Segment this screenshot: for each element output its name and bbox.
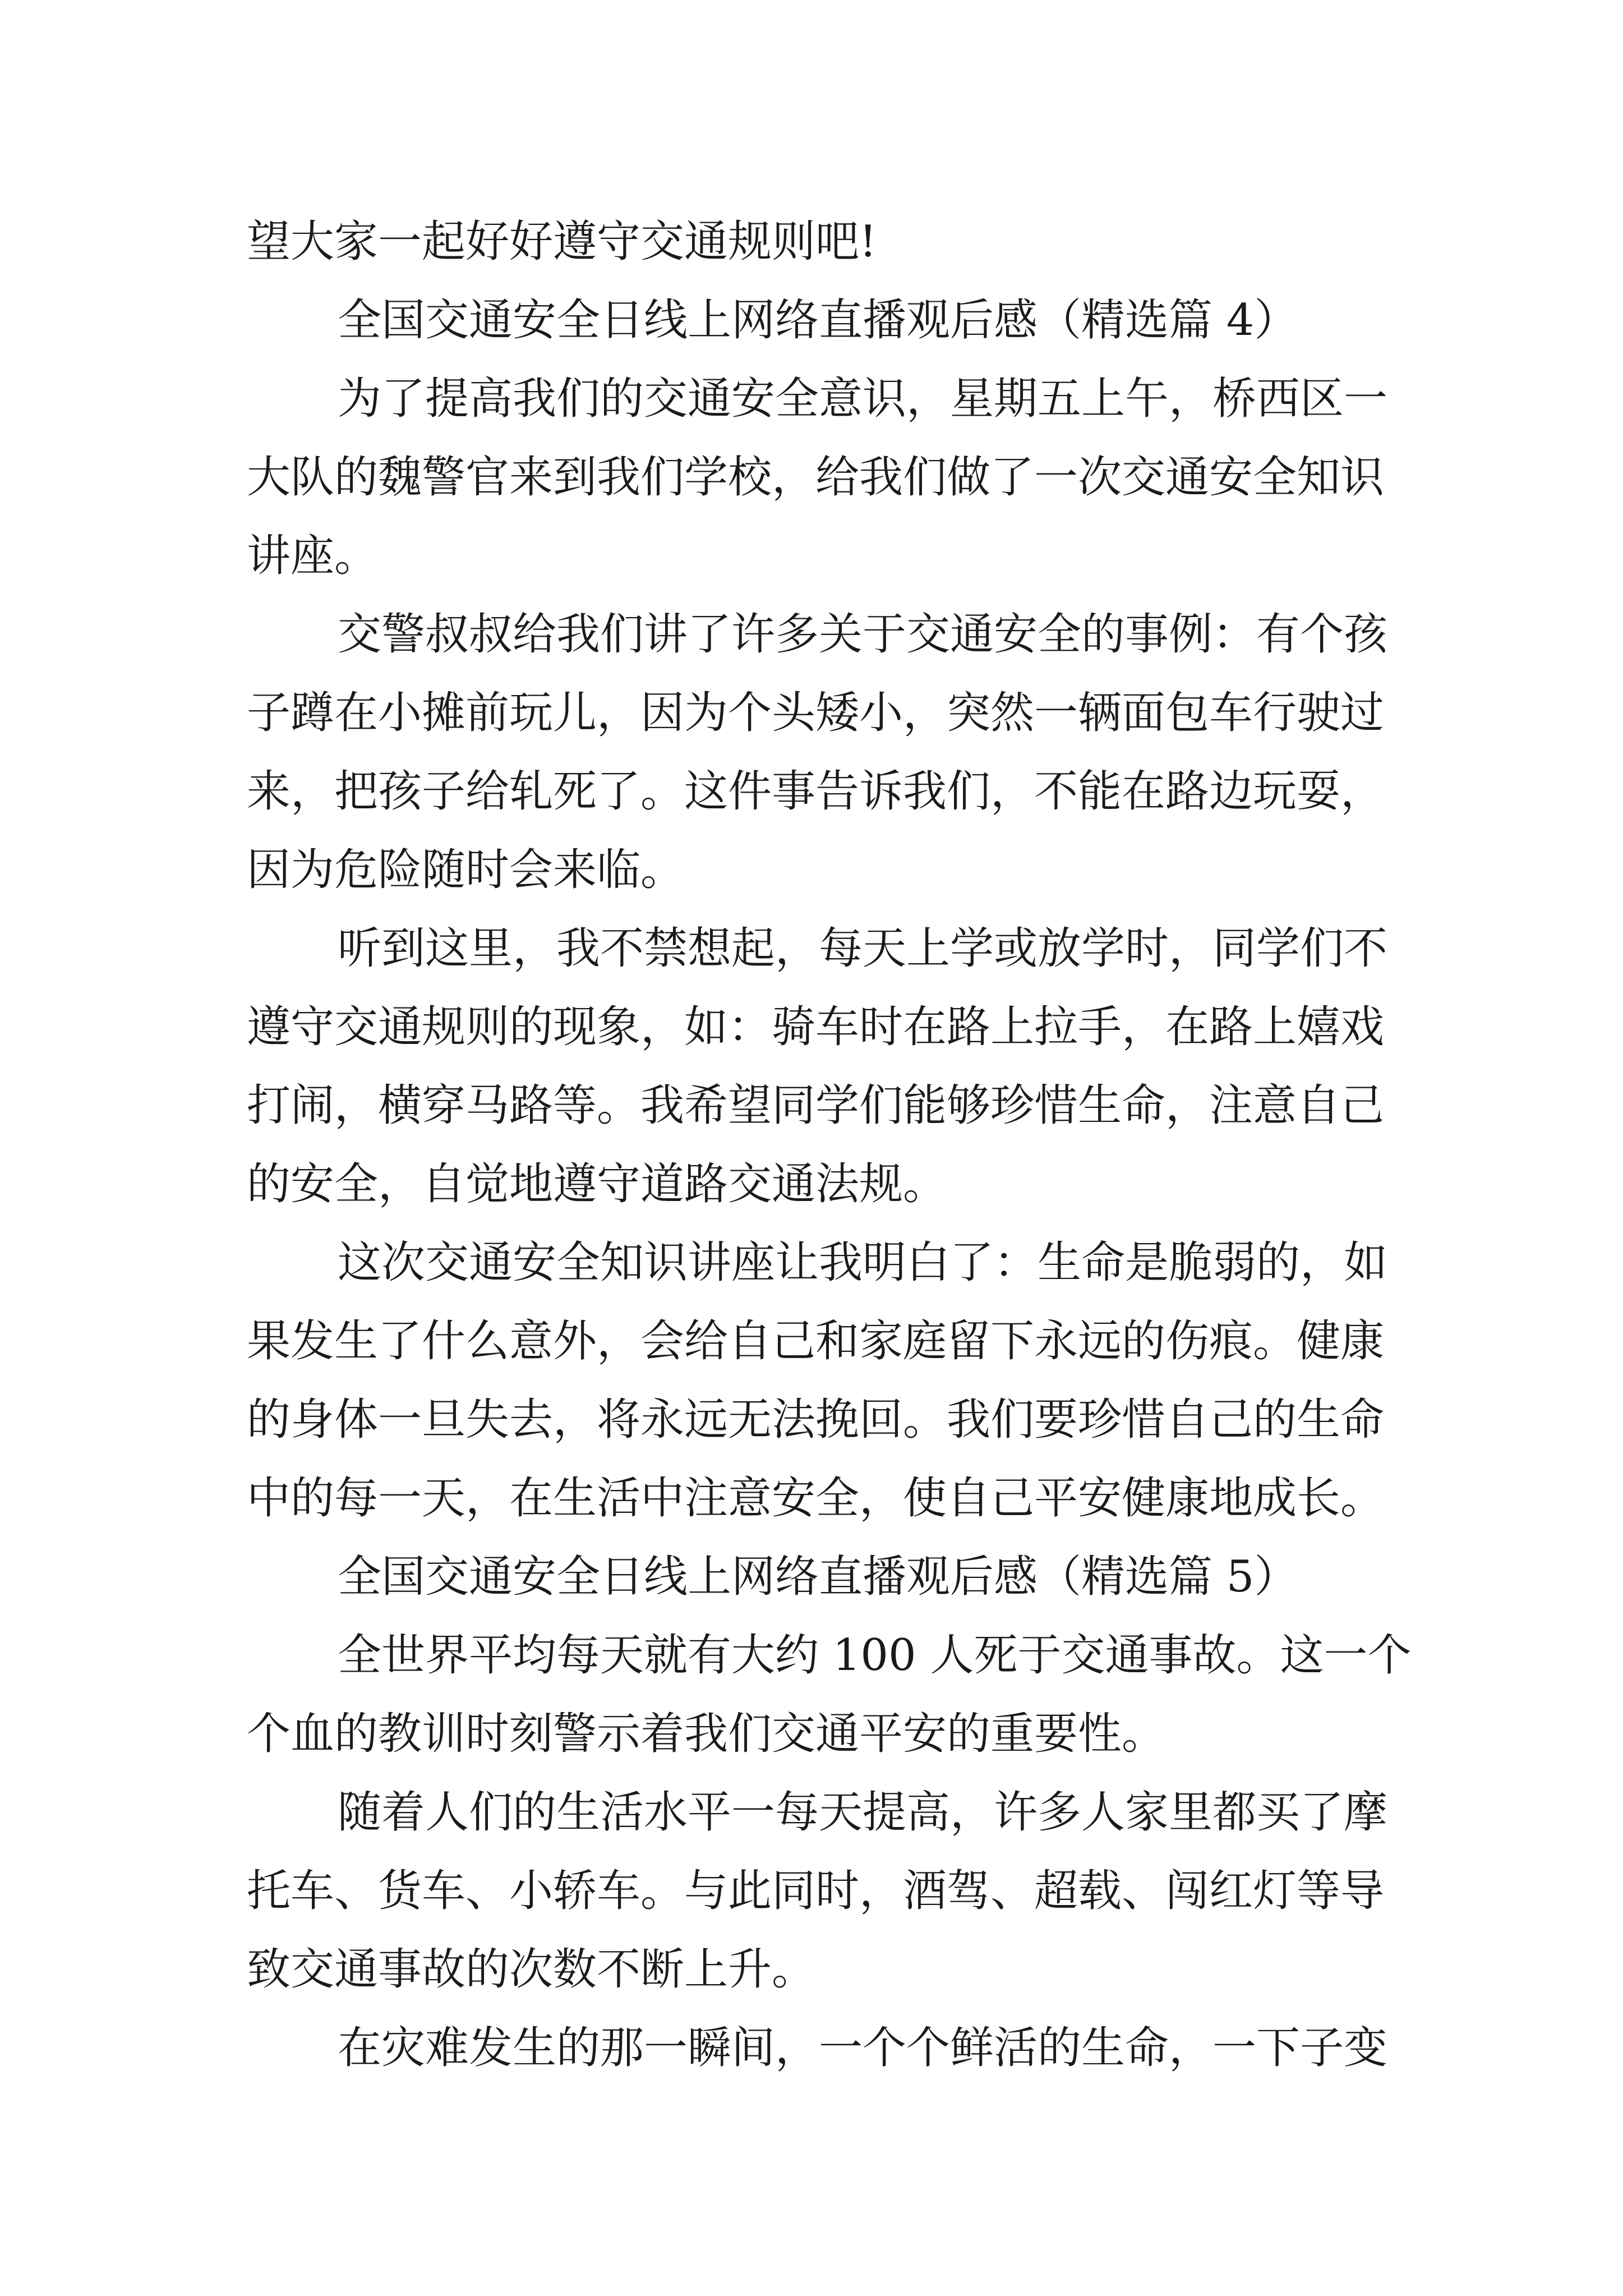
paragraph-line: 讲座。 [247, 531, 379, 581]
paragraph-line: 在灾难发生的那一瞬间，一个个鲜活的生命，一下子变 [338, 2023, 1388, 2073]
paragraph-line: 大队的魏警官来到我们学校，给我们做了一次交通安全知识 [247, 452, 1385, 503]
paragraph-line: 交警叔叔给我们讲了许多关于交通安全的事例：有个孩 [338, 609, 1388, 660]
paragraph-line: 这次交通安全知识讲座让我明白了：生命是脆弱的，如 [338, 1237, 1388, 1288]
paragraph-line: 打闹，横穿马路等。我希望同学们能够珍惜生命，注意自己 [247, 1080, 1385, 1131]
paragraph-line: 托车、货车、小轿车。与此同时，酒驾、超载、闯红灯等导 [247, 1866, 1385, 1916]
paragraph-line: 望大家一起好好遵守交通规则吧! [247, 217, 877, 267]
paragraph-line: 听到这里，我不禁想起，每天上学或放学时，同学们不 [338, 923, 1388, 974]
paragraph-line: 全世界平均每天就有大约 100 人死于交通事故。这一个 [338, 1630, 1412, 1681]
paragraph-line: 的身体一旦失去，将永远无法挽回。我们要珍惜自己的生命 [247, 1395, 1385, 1445]
paragraph-line: 果发生了什么意外，会给自己和家庭留下永远的伤痕。健康 [247, 1316, 1385, 1366]
section-heading: 全国交通安全日线上网络直播观后感（精选篇 4） [338, 295, 1298, 346]
paragraph-line: 致交通事故的次数不断上升。 [247, 1944, 816, 1995]
paragraph-line: 的安全，自觉地遵守道路交通法规。 [247, 1159, 947, 1209]
paragraph-line: 遵守交通规则的现象，如：骑车时在路上拉手，在路上嬉戏 [247, 1002, 1385, 1052]
paragraph-line: 来，把孩子给轧死了。这件事告诉我们，不能在路边玩耍， [247, 766, 1385, 817]
paragraph-line: 因为危险随时会来临。 [247, 845, 685, 895]
paragraph-line: 为了提高我们的交通安全意识，星期五上午，桥西区一 [338, 374, 1388, 424]
paragraph-line: 个血的教训时刻警示着我们交通平安的重要性。 [247, 1709, 1166, 1759]
paragraph-line: 随着人们的生活水平一每天提高，许多人家里都买了摩 [338, 1787, 1388, 1838]
paragraph-line: 中的每一天，在生活中注意安全，使自己平安健康地成长。 [247, 1473, 1385, 1524]
section-heading: 全国交通安全日线上网络直播观后感（精选篇 5） [338, 1552, 1298, 1602]
paragraph-line: 子蹲在小摊前玩儿，因为个头矮小，突然一辆面包车行驶过 [247, 688, 1385, 738]
